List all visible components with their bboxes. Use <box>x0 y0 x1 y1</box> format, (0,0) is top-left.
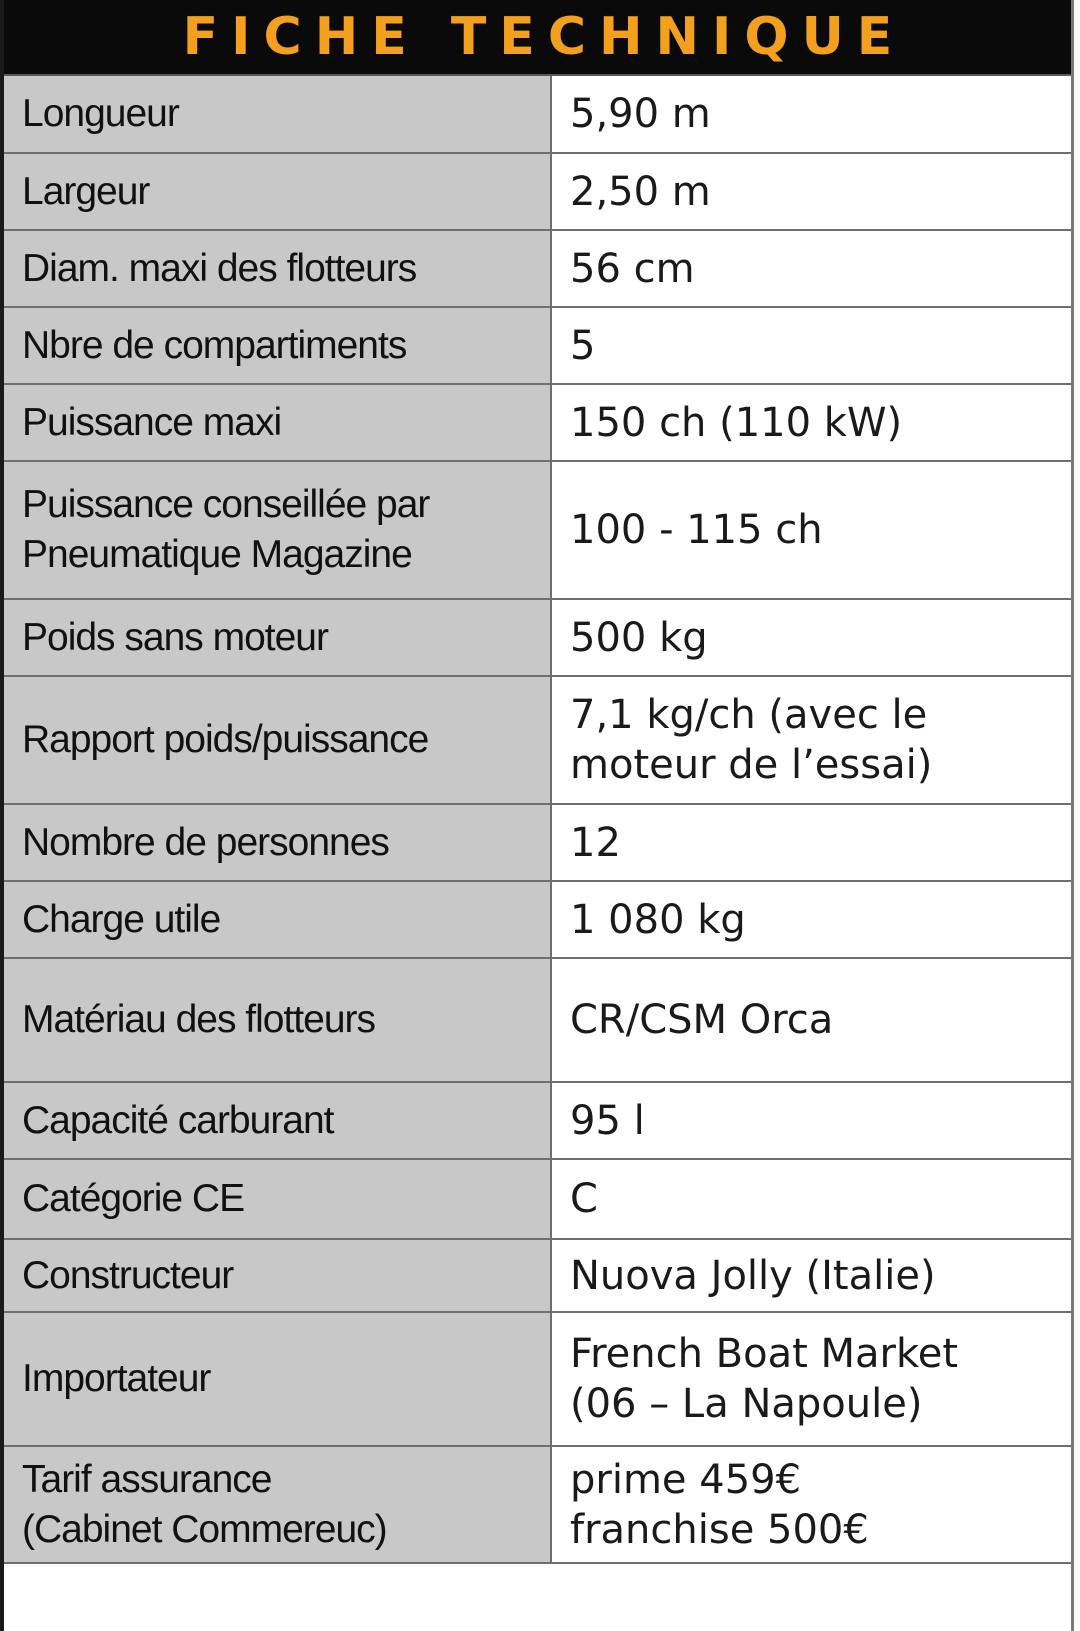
spec-value-cell <box>551 230 1071 307</box>
spec-label-cell <box>4 384 551 461</box>
spec-label-cell <box>4 1239 551 1312</box>
spec-label-cell <box>4 1082 551 1159</box>
spec-label-cell <box>4 804 551 881</box>
spec-value-cell <box>551 76 1071 153</box>
sheet-title: FICHE TECHNIQUE <box>182 7 906 67</box>
spec-value-cell <box>551 1082 1071 1159</box>
spec-label-cell <box>4 461 551 599</box>
spec-row <box>4 881 1071 958</box>
spec-value-cell <box>551 384 1071 461</box>
spec-label-cell <box>4 676 551 804</box>
spec-label: Catégorie CE <box>22 1177 245 1220</box>
spec-value: 2,50 m <box>570 168 711 215</box>
spec-value: 5 <box>570 322 596 369</box>
spec-value: Nuova Jolly (Italie) <box>570 1252 936 1299</box>
spec-value: 500 kg <box>570 614 708 661</box>
spec-value: French Boat Market <box>570 1331 959 1377</box>
spec-label-cell <box>4 1446 551 1563</box>
spec-value-cell <box>551 1446 1071 1563</box>
spec-value: 12 <box>570 819 621 866</box>
spec-label: Importateur <box>22 1357 211 1400</box>
spec-label: Constructeur <box>22 1253 234 1297</box>
spec-value-cell <box>551 1312 1071 1446</box>
spec-value-cell <box>551 153 1071 230</box>
spec-value: 95 l <box>570 1097 645 1144</box>
spec-row <box>4 461 1071 599</box>
spec-label-cell <box>4 230 551 307</box>
spec-row <box>4 384 1071 461</box>
spec-row <box>4 599 1071 676</box>
spec-value: 5,90 m <box>570 91 711 137</box>
spec-row <box>4 76 1071 153</box>
spec-label: Diam. maxi des flotteurs <box>22 246 417 290</box>
spec-label-cell <box>4 1159 551 1239</box>
spec-row <box>4 1312 1071 1446</box>
spec-label: Nombre de personnes <box>22 820 389 864</box>
spec-value-cell <box>551 307 1071 384</box>
spec-label: (Cabinet Commereuc) <box>22 1507 387 1551</box>
spec-value-cell <box>551 1239 1071 1312</box>
spec-label: Puissance maxi <box>22 400 282 444</box>
spec-row <box>4 1159 1071 1239</box>
spec-row <box>4 676 1071 804</box>
spec-value: 56 cm <box>570 245 695 292</box>
spec-value: (06 – La Napoule) <box>570 1381 923 1427</box>
spec-label: Capacité carburant <box>22 1098 334 1142</box>
spec-label: Longueur <box>22 92 179 135</box>
spec-row <box>4 307 1071 384</box>
spec-label-cell <box>4 307 551 384</box>
spec-label: Largeur <box>22 169 150 213</box>
spec-table-body <box>4 76 1071 1563</box>
spec-label-cell <box>4 153 551 230</box>
spec-row <box>4 1082 1071 1159</box>
spec-row <box>4 1239 1071 1312</box>
spec-label: Poids sans moteur <box>22 615 328 659</box>
spec-label-cell <box>4 76 551 153</box>
spec-value: 150 ch (110 kW) <box>570 399 903 446</box>
spec-value-cell <box>551 676 1071 804</box>
spec-table <box>4 76 1071 1564</box>
spec-value: 7,1 kg/ch (avec le <box>570 692 928 738</box>
spec-row <box>4 804 1071 881</box>
spec-value-cell <box>551 461 1071 599</box>
title-bar <box>4 0 1071 76</box>
spec-value: C <box>570 1176 598 1222</box>
spec-label: Rapport poids/puissance <box>22 718 429 761</box>
spec-value-cell <box>551 1159 1071 1239</box>
spec-row <box>4 1446 1071 1563</box>
spec-value: CR/CSM Orca <box>570 997 834 1043</box>
spec-value: prime 459€ <box>570 1456 802 1503</box>
spec-row <box>4 153 1071 230</box>
spec-value-cell <box>551 599 1071 676</box>
spec-label: Pneumatique Magazine <box>22 533 412 576</box>
spec-value-cell <box>551 804 1071 881</box>
spec-label: Tarif assurance <box>22 1457 272 1501</box>
spec-value-cell <box>551 958 1071 1082</box>
spec-value-cell <box>551 881 1071 958</box>
spec-label-cell <box>4 1312 551 1446</box>
spec-label-cell <box>4 599 551 676</box>
spec-label: Nbre de compartiments <box>22 323 407 367</box>
spec-label-cell <box>4 881 551 958</box>
spec-value: 1 080 kg <box>570 896 746 943</box>
spec-label: Matériau des flotteurs <box>22 998 376 1041</box>
spec-label: Charge utile <box>22 897 221 941</box>
spec-row <box>4 230 1071 307</box>
spec-value: franchise 500€ <box>570 1506 869 1553</box>
spec-value: 100 - 115 ch <box>570 507 823 553</box>
spec-label-cell <box>4 958 551 1082</box>
spec-value: moteur de l’essai) <box>570 742 933 788</box>
spec-label: Puissance conseillée par <box>22 483 430 526</box>
spec-row <box>4 958 1071 1082</box>
